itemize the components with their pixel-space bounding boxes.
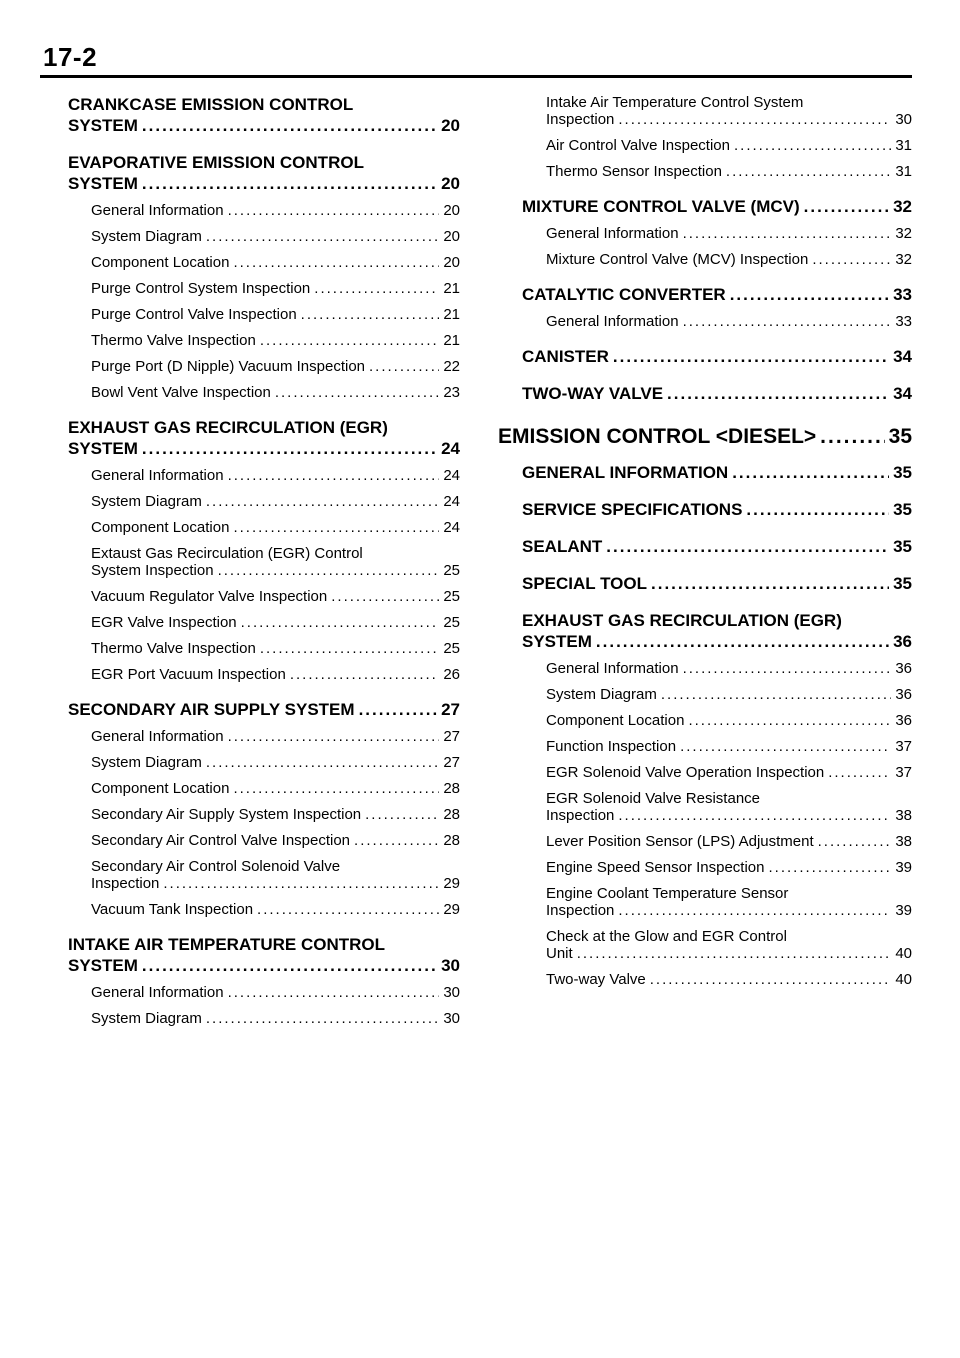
toc-label: General Information xyxy=(91,728,224,745)
toc-label: Inspection xyxy=(91,875,160,892)
dot-leader xyxy=(680,738,891,755)
toc-title-line: Secondary Air Control Solenoid Valve xyxy=(91,858,341,875)
toc-item[interactable] xyxy=(91,728,460,745)
toc-item[interactable] xyxy=(546,859,912,876)
toc-label: SYSTEM xyxy=(68,116,138,135)
toc-title-line: EXHAUST GAS RECIRCULATION (EGR) xyxy=(522,611,842,630)
toc-page-number: 32 xyxy=(895,251,912,268)
toc-label: Secondary Air Control Valve Inspection xyxy=(91,832,351,849)
toc-label: Purge Control Valve Inspection xyxy=(91,306,297,323)
dot-leader xyxy=(228,984,440,1001)
dot-leader xyxy=(618,902,891,919)
toc-label: CANISTER xyxy=(522,347,609,366)
toc-section[interactable] xyxy=(522,573,912,594)
dot-leader xyxy=(241,614,440,631)
toc-page-number: 29 xyxy=(443,901,460,918)
toc-page-number: 20 xyxy=(443,254,460,271)
toc-left-column xyxy=(68,94,460,1027)
toc-item[interactable] xyxy=(91,614,460,631)
toc-item[interactable] xyxy=(91,832,460,849)
toc-page-number: 40 xyxy=(895,945,912,962)
toc-label: TWO-WAY VALVE xyxy=(522,384,664,403)
dot-leader xyxy=(257,901,439,918)
toc-title-line: Intake Air Temperature Control System xyxy=(546,94,804,111)
dot-leader xyxy=(206,228,439,245)
toc-page-number: 30 xyxy=(443,1010,460,1027)
dot-leader xyxy=(206,493,439,510)
toc-label: System Diagram xyxy=(546,686,657,703)
toc-page-number: 27 xyxy=(441,700,460,719)
toc-page-number: 31 xyxy=(895,137,912,154)
toc-item[interactable] xyxy=(91,306,460,323)
dot-leader xyxy=(613,346,889,367)
dot-leader xyxy=(359,699,438,720)
dot-leader xyxy=(331,588,439,605)
toc-item[interactable] xyxy=(91,280,460,297)
dot-leader xyxy=(734,137,891,154)
dot-leader xyxy=(314,280,439,297)
dot-leader xyxy=(769,859,892,876)
dot-leader xyxy=(163,875,439,892)
toc-section[interactable] xyxy=(522,536,912,557)
toc-item[interactable] xyxy=(546,225,912,242)
toc-section[interactable] xyxy=(522,346,912,367)
toc-page-number: 37 xyxy=(895,738,912,755)
toc-label: EGR Valve Inspection xyxy=(91,614,237,631)
toc-page-number: 20 xyxy=(441,116,460,135)
dot-leader xyxy=(218,562,440,579)
toc-page-number: 28 xyxy=(443,780,460,797)
toc-label: Purge Port (D Nipple) Vacuum Inspection xyxy=(91,358,366,375)
toc-item[interactable] xyxy=(546,928,912,962)
dot-leader xyxy=(142,438,437,459)
toc-page-number: 27 xyxy=(443,754,460,771)
toc-page-number: 31 xyxy=(895,163,912,180)
toc-item[interactable] xyxy=(91,1010,460,1027)
toc-item[interactable] xyxy=(91,467,460,484)
toc-label: SYSTEM xyxy=(68,439,138,458)
toc-page-number: 25 xyxy=(443,562,460,579)
toc-label: Bowl Vent Valve Inspection xyxy=(91,384,271,401)
toc-right-column xyxy=(498,94,912,988)
toc-item[interactable] xyxy=(546,738,912,755)
toc-item[interactable] xyxy=(546,885,912,919)
toc-label: Component Location xyxy=(91,254,230,271)
dot-leader xyxy=(354,832,439,849)
toc-section[interactable] xyxy=(68,417,460,459)
toc-page-number: 34 xyxy=(893,384,912,403)
toc-page-number: 25 xyxy=(443,640,460,657)
toc-title-line: EXHAUST GAS RECIRCULATION (EGR) xyxy=(68,418,388,437)
dot-leader xyxy=(290,666,440,683)
toc-page-number: 20 xyxy=(441,174,460,193)
toc-section[interactable] xyxy=(68,152,460,194)
toc-label: Lever Position Sensor (LPS) Adjustment xyxy=(546,833,814,850)
toc-label: EMISSION CONTROL <DIESEL> xyxy=(498,425,817,448)
toc-item[interactable] xyxy=(91,332,460,349)
toc-title-line: EGR Solenoid Valve Resistance xyxy=(546,790,760,807)
dot-leader xyxy=(820,424,884,450)
toc-label: GENERAL INFORMATION xyxy=(522,463,729,482)
toc-page-number: 28 xyxy=(443,806,460,823)
dot-leader xyxy=(651,573,889,594)
dot-leader xyxy=(812,251,891,268)
toc-item[interactable] xyxy=(91,858,460,892)
toc-label: SPECIAL TOOL xyxy=(522,574,648,593)
toc-label: System Inspection xyxy=(91,562,214,579)
toc-item[interactable] xyxy=(546,833,912,850)
toc-label: Inspection xyxy=(546,902,615,919)
toc-label: SECONDARY AIR SUPPLY SYSTEM xyxy=(68,700,355,719)
toc-label: General Information xyxy=(91,467,224,484)
toc-item[interactable] xyxy=(91,640,460,657)
toc-page-number: 39 xyxy=(895,902,912,919)
toc-item[interactable] xyxy=(546,660,912,677)
toc-label: Two-way Valve xyxy=(546,971,646,988)
dot-leader xyxy=(206,754,439,771)
toc-page-number: 20 xyxy=(443,202,460,219)
toc-label: System Diagram xyxy=(91,228,202,245)
dot-leader xyxy=(732,462,889,483)
dot-leader xyxy=(369,358,439,375)
toc-page-number: 30 xyxy=(895,111,912,128)
dot-leader xyxy=(606,536,889,557)
dot-leader xyxy=(650,971,892,988)
dot-leader xyxy=(142,955,437,976)
toc-page-number: 26 xyxy=(443,666,460,683)
dot-leader xyxy=(577,945,892,962)
toc-page-number: 33 xyxy=(895,313,912,330)
toc-title-line: INTAKE AIR TEMPERATURE CONTROL xyxy=(68,935,386,954)
toc-item[interactable] xyxy=(546,94,912,128)
toc-label: System Diagram xyxy=(91,493,202,510)
toc-title-line: Extaust Gas Recirculation (EGR) Control xyxy=(91,545,363,562)
toc-section[interactable] xyxy=(522,196,912,217)
dot-leader xyxy=(746,499,889,520)
dot-leader xyxy=(661,686,891,703)
dot-leader xyxy=(726,163,891,180)
toc-label: General Information xyxy=(91,984,224,1001)
toc-item[interactable] xyxy=(91,901,460,918)
toc-page-number: 24 xyxy=(443,467,460,484)
dot-leader xyxy=(688,712,891,729)
toc-label: SYSTEM xyxy=(68,174,138,193)
toc-page-number: 21 xyxy=(443,280,460,297)
toc-label: Component Location xyxy=(546,712,685,729)
toc-label: Secondary Air Supply System Inspection xyxy=(91,806,362,823)
toc-item[interactable] xyxy=(546,764,912,781)
dot-leader xyxy=(828,764,891,781)
toc-page-number: 20 xyxy=(443,228,460,245)
dot-leader xyxy=(596,631,889,652)
toc-item[interactable] xyxy=(546,686,912,703)
toc-section[interactable] xyxy=(68,934,460,976)
toc-title-line: Check at the Glow and EGR Control xyxy=(546,928,787,945)
dot-leader xyxy=(228,202,440,219)
toc-label: SERVICE SPECIFICATIONS xyxy=(522,500,743,519)
toc-section[interactable] xyxy=(522,610,912,652)
toc-label: Mixture Control Valve (MCV) Inspection xyxy=(546,251,809,268)
toc-label: Thermo Valve Inspection xyxy=(91,640,256,657)
dot-leader xyxy=(804,196,889,217)
toc-page-number: 27 xyxy=(443,728,460,745)
dot-leader xyxy=(228,728,440,745)
toc-page-number: 23 xyxy=(443,384,460,401)
dot-leader xyxy=(260,640,440,657)
dot-leader xyxy=(730,284,889,305)
toc-page-number: 30 xyxy=(441,956,460,975)
toc-page-number: 28 xyxy=(443,832,460,849)
dot-leader xyxy=(233,519,439,536)
toc-page-number: 21 xyxy=(443,332,460,349)
toc-label: General Information xyxy=(91,202,224,219)
toc-page-number: 40 xyxy=(895,971,912,988)
dot-leader xyxy=(365,806,439,823)
toc-label: Thermo Valve Inspection xyxy=(91,332,256,349)
toc-page-number: 22 xyxy=(443,358,460,375)
toc-item[interactable] xyxy=(91,588,460,605)
toc-page-number: 25 xyxy=(443,614,460,631)
toc-label: MIXTURE CONTROL VALVE (MCV) xyxy=(522,197,800,216)
page-number: 17-2 xyxy=(43,42,98,72)
toc-item[interactable] xyxy=(91,780,460,797)
dot-leader xyxy=(233,780,439,797)
toc-page-number: 36 xyxy=(893,632,912,651)
toc-label: Air Control Valve Inspection xyxy=(546,137,730,154)
toc-page-number: 24 xyxy=(443,519,460,536)
toc-label: Unit xyxy=(546,945,573,962)
dot-leader xyxy=(142,115,437,136)
toc-label: Thermo Sensor Inspection xyxy=(546,163,722,180)
dot-leader xyxy=(618,111,891,128)
toc-page-number: 30 xyxy=(443,984,460,1001)
dot-leader xyxy=(667,383,889,404)
toc-label: SEALANT xyxy=(522,537,603,556)
toc-page-number: 37 xyxy=(895,764,912,781)
toc-label: Vacuum Regulator Valve Inspection xyxy=(91,588,328,605)
toc-label: SYSTEM xyxy=(522,632,592,651)
dot-leader xyxy=(683,225,892,242)
toc-label: EGR Port Vacuum Inspection xyxy=(91,666,286,683)
toc-label: General Information xyxy=(546,313,679,330)
toc-label: Inspection xyxy=(546,111,615,128)
toc-item[interactable] xyxy=(91,202,460,219)
toc-item[interactable] xyxy=(91,519,460,536)
toc-item[interactable] xyxy=(91,358,460,375)
toc-page-number: 35 xyxy=(888,425,912,448)
toc-page-number: 25 xyxy=(443,588,460,605)
toc-label: Component Location xyxy=(91,780,230,797)
dot-leader xyxy=(683,313,892,330)
toc-label: Function Inspection xyxy=(546,738,677,755)
toc-section[interactable] xyxy=(68,94,460,136)
dot-leader xyxy=(301,306,440,323)
toc-label: System Diagram xyxy=(91,754,202,771)
header-rule xyxy=(40,75,912,78)
toc-label: Inspection xyxy=(546,807,615,824)
toc-item[interactable] xyxy=(546,712,912,729)
toc-item[interactable] xyxy=(91,545,460,579)
toc-item[interactable] xyxy=(546,971,912,988)
toc-page-number: 38 xyxy=(895,833,912,850)
toc-title-line: CRANKCASE EMISSION CONTROL xyxy=(68,95,354,114)
dot-leader xyxy=(260,332,440,349)
toc-section[interactable] xyxy=(522,462,912,483)
toc-item[interactable] xyxy=(91,666,460,683)
dot-leader xyxy=(818,833,892,850)
toc-label: CATALYTIC CONVERTER xyxy=(522,285,726,304)
toc-title-line: EVAPORATIVE EMISSION CONTROL xyxy=(68,153,364,172)
dot-leader xyxy=(206,1010,439,1027)
dot-leader xyxy=(618,807,891,824)
toc-item[interactable] xyxy=(91,228,460,245)
toc-item[interactable] xyxy=(91,493,460,510)
toc-item[interactable] xyxy=(91,254,460,271)
toc-page-number: 35 xyxy=(893,537,912,556)
toc-page-number: 32 xyxy=(895,225,912,242)
toc-label: System Diagram xyxy=(91,1010,202,1027)
toc-page-number: 34 xyxy=(893,347,912,366)
toc-page-number: 21 xyxy=(443,306,460,323)
toc-page-number: 33 xyxy=(893,285,912,304)
toc-section[interactable] xyxy=(68,699,460,720)
toc-section[interactable] xyxy=(522,499,912,520)
toc-item[interactable] xyxy=(91,754,460,771)
toc-item[interactable] xyxy=(91,384,460,401)
toc-chapter[interactable] xyxy=(498,424,912,450)
toc-page-number: 35 xyxy=(893,574,912,593)
toc-item[interactable] xyxy=(546,137,912,154)
toc-label: Vacuum Tank Inspection xyxy=(91,901,254,918)
toc-page-number: 24 xyxy=(441,439,460,458)
toc-label: SYSTEM xyxy=(68,956,138,975)
toc-section[interactable] xyxy=(522,284,912,305)
toc-page-number: 38 xyxy=(895,807,912,824)
toc-page-number: 36 xyxy=(895,686,912,703)
toc-label: General Information xyxy=(546,225,679,242)
toc-item[interactable] xyxy=(546,251,912,268)
dot-leader xyxy=(275,384,439,401)
toc-item[interactable] xyxy=(91,806,460,823)
toc-page-number: 36 xyxy=(895,712,912,729)
toc-label: Engine Speed Sensor Inspection xyxy=(546,859,765,876)
toc-page-number: 35 xyxy=(893,500,912,519)
dot-leader xyxy=(228,467,440,484)
toc-item[interactable] xyxy=(546,313,912,330)
toc-page-number: 24 xyxy=(443,493,460,510)
toc-page-number: 36 xyxy=(895,660,912,677)
toc-label: General Information xyxy=(546,660,679,677)
toc-page-number: 29 xyxy=(443,875,460,892)
toc-label: Purge Control System Inspection xyxy=(91,280,311,297)
toc-label: EGR Solenoid Valve Operation Inspection xyxy=(546,764,825,781)
toc-label: Component Location xyxy=(91,519,230,536)
toc-section[interactable] xyxy=(522,383,912,404)
dot-leader xyxy=(683,660,892,677)
toc-title-line: Engine Coolant Temperature Sensor xyxy=(546,885,789,902)
dot-leader xyxy=(233,254,439,271)
toc-item[interactable] xyxy=(546,163,912,180)
toc-item[interactable] xyxy=(91,984,460,1001)
toc-page-number: 32 xyxy=(893,197,912,216)
toc-page-number: 39 xyxy=(895,859,912,876)
dot-leader xyxy=(142,173,437,194)
toc-page-number: 35 xyxy=(893,463,912,482)
toc-item[interactable] xyxy=(546,790,912,824)
